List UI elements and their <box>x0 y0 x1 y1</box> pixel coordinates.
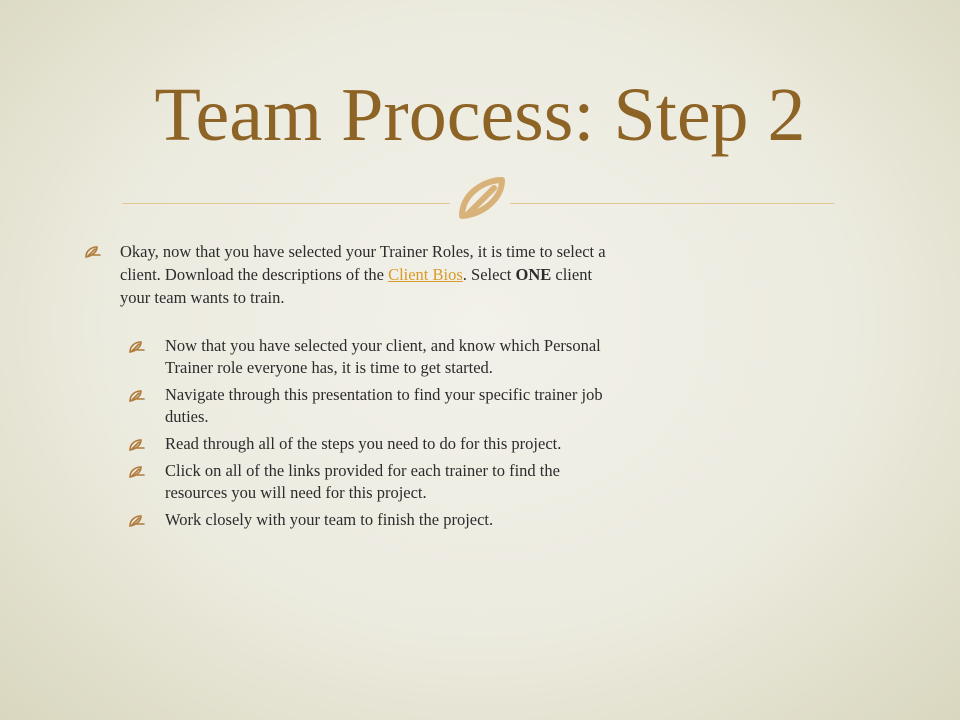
sub-bullet-text: Work closely with your team to finish the project. <box>165 510 494 529</box>
main-bullet <box>84 240 624 309</box>
sub-bullet-text: Read through all of the steps you need to do for this project. <box>165 434 562 453</box>
divider-right <box>510 203 834 204</box>
sub-bullet-item <box>128 509 614 531</box>
leaf-bullet-icon <box>128 389 146 403</box>
sub-bullet-item <box>128 335 614 379</box>
ornament-icon <box>454 174 508 222</box>
sub-bullet-list <box>128 335 614 531</box>
slide-title: Team Process: Step 2 <box>154 73 806 157</box>
slide-body <box>84 240 624 536</box>
leaf-bullet-icon <box>128 438 146 452</box>
client-bios-link[interactable]: Client Bios <box>388 265 463 284</box>
sub-bullet-item <box>128 433 614 455</box>
leaf-bullet-icon <box>128 340 146 354</box>
leaf-bullet-icon <box>128 514 146 528</box>
leaf-bullet-icon <box>84 245 102 259</box>
leaf-bullet-icon <box>128 465 146 479</box>
sub-bullet-item <box>128 460 614 504</box>
sub-bullet-text: Click on all of the links provided for each trainer to find the resources you will need for this project. <box>165 461 560 502</box>
main-bullet-text-2: . Select <box>462 265 516 284</box>
main-bullet-text-1: Okay, now that you have selected your Trainer Roles, it is time to select a client. Download the descriptions of the <box>120 242 606 284</box>
main-bullet-bold: ONE <box>515 265 552 284</box>
sub-bullet-item <box>128 384 614 428</box>
divider-left <box>122 203 450 204</box>
main-bullet-text-3: client your team wants to train. <box>120 265 593 307</box>
sub-bullet-text: Now that you have selected your client, and know which Personal Trainer role everyone has, it is time to get started. <box>165 336 601 377</box>
sub-bullet-text: Navigate through this presentation to find your specific trainer job duties. <box>165 385 603 426</box>
